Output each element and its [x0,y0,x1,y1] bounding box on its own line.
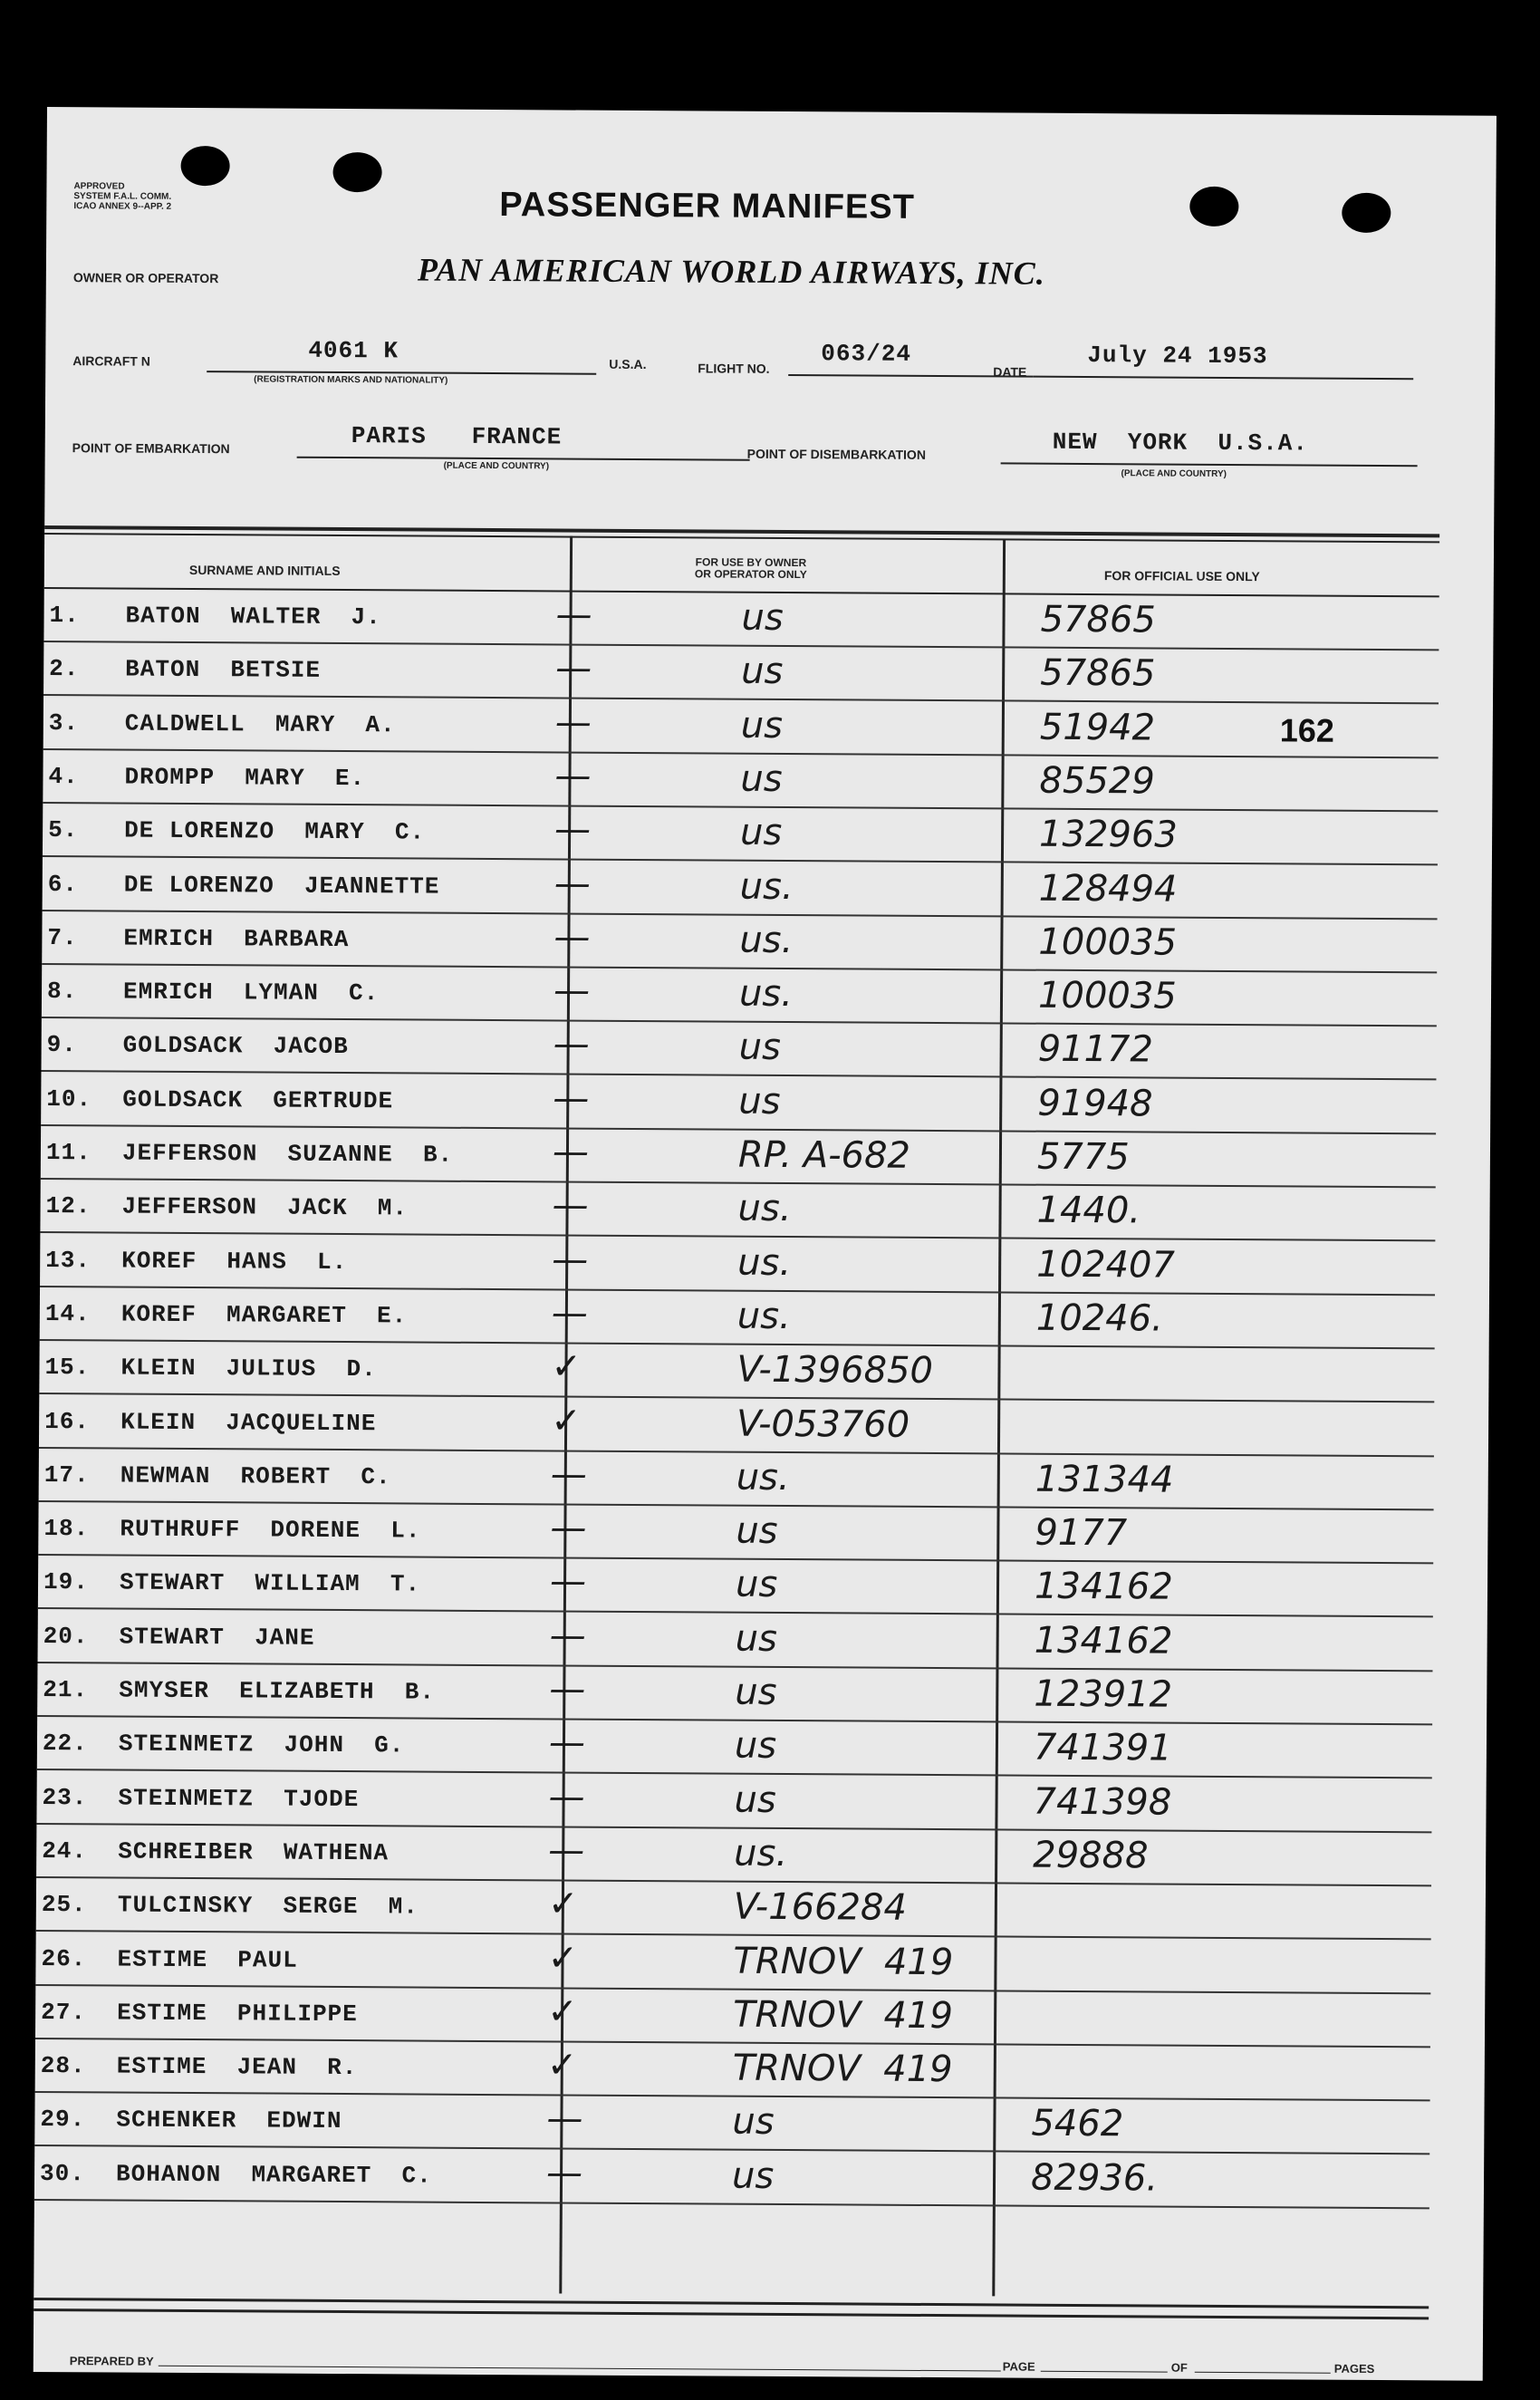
passenger-name: ESTIME PHILIPPE [117,1999,358,2028]
owner-use-entry: us [739,811,783,854]
column-header-owner [669,556,833,581]
passenger-number: 2. [49,655,80,683]
check-mark: ✓ [547,1990,578,2033]
passenger-number: 25. [41,1891,87,1919]
owner-use-entry: us. [736,1456,790,1499]
owner-use-entry: us [738,1080,781,1123]
check-mark: ✓ [551,1399,582,1442]
official-use-entry: 10246. [1035,1296,1163,1340]
passenger-name: CALDWELL MARY A. [124,709,396,738]
owner-use-entry: us [734,1724,777,1768]
passenger-name: TULCINSKY SERGE M. [117,1891,419,1921]
owner-use-entry: us [735,1564,778,1606]
disembark-value: NEW YORK U.S.A. [1052,428,1309,458]
passenger-number: 16. [44,1407,91,1435]
official-use-entry: 128494 [1038,867,1178,911]
table-row [38,1610,1433,1672]
passenger-number: 24. [42,1836,88,1865]
check-mark: — [553,1077,590,1120]
column-header-owner-line: OR OPERATOR ONLY [694,567,807,582]
passenger-number: 7. [47,923,78,952]
owner-use-entry: us [741,596,784,639]
column-header-official: FOR OFFICIAL USE ONLY [1103,568,1260,584]
punch-hole [180,146,229,186]
table-row [43,857,1438,919]
table-row [40,1180,1435,1241]
flight-label: FLIGHT NO. [698,361,770,376]
passenger-name: ESTIME PAUL [117,1945,298,1974]
owner-use-entry: V-053760 [736,1402,910,1446]
aircraft-value: 4061 K [308,336,399,365]
passenger-name: EMRICH LYMAN C. [122,978,380,1007]
table-row [40,1287,1435,1349]
owner-use-entry: us. [738,972,794,1016]
date-label: DATE [993,364,1027,380]
check-mark: ✓ [547,1936,579,1980]
official-use-entry: 1440. [1036,1189,1141,1232]
owner-use-entry: us [735,1671,777,1713]
check-mark: ✓ [551,1345,582,1388]
footer-page: PAGE [1002,2359,1035,2374]
table-row [34,2147,1429,2209]
check-mark: — [554,755,592,797]
passenger-number: 6. [47,870,79,898]
embark-value: PARIS FRANCE [351,422,563,451]
check-mark: — [553,1023,590,1066]
check-mark: — [549,1668,586,1711]
table-row [34,2093,1429,2154]
passenger-name: STEINMETZ TJODE [118,1784,360,1813]
owner-label: OWNER OR OPERATOR [72,270,219,286]
owner-use-entry: TRNOV 419 [732,2047,953,2091]
official-use-entry: 85529 [1039,759,1155,803]
column-header-surname: SURNAME AND INITIALS [188,562,341,578]
aircraft-sub: (REGISTRATION MARKS AND NATIONALITY) [254,374,448,386]
passenger-number: 22. [42,1730,88,1758]
check-mark: — [548,1829,585,1872]
table-row [38,1502,1433,1564]
check-mark: — [554,701,592,744]
official-use-entry: 91172 [1037,1028,1154,1071]
check-mark: — [546,2097,583,2141]
official-use-entry: 100035 [1038,920,1178,964]
check-mark: ✓ [547,1883,579,1925]
row-line [34,2199,1429,2209]
check-mark: — [553,916,591,959]
passenger-number: 21. [43,1676,89,1704]
check-mark: — [550,1507,587,1549]
table-row [41,1126,1436,1188]
passenger-number: 17. [43,1460,90,1489]
passenger-number: 13. [45,1246,91,1274]
table-row [40,1234,1435,1296]
official-use-entry: 123912 [1034,1672,1173,1716]
passenger-number: 14. [44,1299,91,1328]
official-use-entry: 5462 [1031,2103,1124,2145]
table-row [43,589,1439,651]
table-row [37,1717,1432,1778]
owner-use-entry: us. [739,919,794,961]
table-row [43,642,1439,704]
disembark-label: POINT OF DISEMBARKATION [746,446,927,462]
passenger-name: JEFFERSON SUZANNE B. [121,1139,454,1169]
table-row [38,1556,1433,1617]
table-row [41,1073,1436,1134]
passenger-number: 20. [43,1622,89,1650]
owner-use-entry: RP. A-682 [737,1133,911,1177]
passenger-number: 11. [45,1139,91,1167]
embark-sub: (PLACE AND COUNTRY) [443,460,550,472]
passenger-name: DROMPP MARY E. [124,763,366,793]
passenger-name: DE LORENZO JEANNETTE [123,871,440,901]
date-value: July 24 1953 [1087,342,1268,371]
passenger-name: SMYSER ELIZABETH B. [119,1676,436,1706]
page-title: PASSENGER MANIFEST [499,186,916,227]
owner-use-entry: us [731,2154,775,2197]
check-mark: — [555,593,592,636]
table-row [39,1394,1434,1456]
owner-use-entry: us. [739,865,794,908]
owner-use-entry: us. [737,1241,792,1284]
check-mark: — [548,1721,586,1764]
check-mark: — [553,862,591,905]
passenger-number: 10. [46,1084,92,1113]
punch-hole [1342,193,1391,233]
passenger-number: 5. [48,816,79,844]
flight-value: 063/24 [821,340,912,368]
table-row [36,1825,1431,1886]
owner-use-entry: TRNOV 419 [733,1993,954,2037]
official-use-entry: 102407 [1036,1243,1176,1287]
check-mark: — [550,1453,587,1496]
check-mark: — [548,1776,585,1818]
official-use-entry: 741398 [1033,1780,1172,1824]
passenger-name: JEFFERSON JACK M. [121,1192,409,1222]
check-mark: — [549,1560,587,1604]
table-row [43,750,1438,812]
passenger-name: KLEIN JULIUS D. [120,1354,377,1383]
passenger-name: STEINMETZ JOHN G. [118,1730,405,1759]
owner-use-entry: us [738,1027,782,1069]
table-row [35,1932,1430,1993]
passenger-number: 8. [46,978,78,1006]
owner-use-entry: us. [736,1295,791,1337]
official-use-entry: 9177 [1035,1511,1128,1555]
table-row [42,911,1437,973]
passenger-number: 9. [46,1031,77,1059]
punch-hole [332,152,381,192]
official-use-entry: 57865 [1040,598,1156,641]
aircraft-label: AIRCRAFT N [72,353,150,369]
owner-use-entry: us [736,1509,778,1553]
owner-use-entry: us. [734,1832,788,1875]
check-mark: — [555,647,592,689]
punch-hole [1189,187,1238,227]
passenger-name: DE LORENZO MARY C. [124,816,426,846]
official-use-entry: 131344 [1035,1458,1174,1501]
official-use-entry: 100035 [1037,974,1177,1017]
owner-use-entry: V-166284 [733,1885,908,1930]
owner-use-entry: TRNOV 419 [733,1940,954,1983]
owner-use-entry: us. [737,1187,792,1230]
official-use-entry: 134162 [1034,1619,1173,1663]
passenger-name: BOHANON MARGARET C. [115,2160,432,2190]
table-row [39,1341,1434,1402]
table-row [43,804,1438,865]
footer-prepared-by: PREPARED BY [69,2354,154,2368]
passenger-name: NEWMAN ROBERT C. [120,1461,391,1491]
passenger-number: 1. [49,602,80,630]
passenger-number: 23. [42,1783,88,1811]
official-use-entry: 741391 [1033,1726,1172,1769]
official-use-entry: 91948 [1037,1082,1153,1125]
passenger-name: SCHENKER EDWIN [116,2106,342,2135]
passenger-name: STEWART JANE [119,1623,315,1652]
check-mark: — [552,1239,589,1281]
passenger-name: GOLDSACK GERTRUDE [122,1085,394,1115]
approval-line: ICAO ANNEX 9--APP. 2 [73,201,172,212]
passenger-number: 30. [39,2159,85,2187]
owner-use-entry: us [740,757,783,800]
check-mark: — [545,2152,583,2194]
passenger-number: 28. [40,2052,86,2080]
passenger-name: KOREF MARGARET E. [120,1300,408,1330]
approval-note [73,181,171,212]
check-mark: — [549,1614,586,1657]
owner-use-entry: us [732,2101,775,2144]
check-mark: — [552,1184,589,1227]
table-row [35,1986,1430,2048]
passenger-number: 12. [45,1192,91,1220]
footer-pages: PAGES [1333,2361,1375,2376]
check-mark: — [552,1131,590,1173]
passenger-name: BATON BETSIE [125,655,322,685]
official-use-entry: 82936. [1030,2156,1159,2200]
footer-of: OF [1170,2360,1188,2375]
check-mark: ✓ [546,2044,578,2087]
check-mark: — [553,969,591,1012]
official-use-entry: 29888 [1033,1834,1149,1877]
passenger-list [39,589,1439,2200]
passenger-name: KLEIN JACQUELINE [120,1408,377,1437]
passenger-number: 15. [44,1354,91,1382]
owner-use-entry: us [740,704,784,747]
usa-label: U.S.A. [609,356,647,372]
official-extra-note: 162 [1279,710,1335,749]
passenger-number: 19. [43,1568,89,1596]
table-row [41,1018,1436,1080]
disembark-sub: (PLACE AND COUNTRY) [1121,468,1227,479]
official-use-entry: 132963 [1038,813,1178,856]
passenger-name: RUTHRUFF DORENE L. [120,1515,421,1545]
passenger-name: ESTIME JEAN R. [116,2052,358,2082]
official-use-entry: 57865 [1040,652,1156,695]
passenger-name: BATON WALTER J. [125,602,381,631]
table-row [43,697,1439,758]
column-header-owner-line: FOR USE BY OWNER [695,555,807,570]
passenger-name: GOLDSACK JACOB [122,1031,349,1061]
passenger-number: 4. [48,762,79,791]
passenger-number: 26. [41,1944,87,1972]
check-mark: — [551,1292,589,1335]
passenger-name: SCHREIBER WATHENA [118,1837,390,1867]
owner-value: PAN AMERICAN WORLD AIRWAYS, INC. [417,251,1045,292]
table-row [37,1663,1432,1725]
passenger-number: 18. [43,1515,90,1543]
embark-label: POINT OF EMBARKATION [72,440,230,457]
passenger-name: STEWART WILLIAM T. [119,1568,421,1598]
table-row [39,1449,1434,1510]
manifest-sheet [34,107,1497,2381]
passenger-name: KOREF HANS L. [121,1247,348,1276]
approval-line: APPROVED [73,181,125,192]
owner-use-entry: us [735,1617,778,1660]
check-mark: — [553,808,592,851]
passenger-number: 3. [48,708,80,737]
official-use-entry: 134162 [1034,1566,1173,1609]
approval-line: SYSTEM F.A.L. COMM. [73,191,172,202]
owner-use-entry: us [734,1778,776,1821]
passenger-number: 27. [41,1998,87,2027]
official-use-entry: 51942 [1039,706,1156,749]
passenger-number: 29. [40,2106,86,2134]
table-row [35,2039,1430,2101]
table-row [36,1878,1431,1940]
passenger-name: EMRICH BARBARA [123,924,350,953]
table-row [36,1771,1431,1833]
owner-use-entry: V-1396850 [736,1348,934,1393]
table-row [42,965,1437,1027]
official-use-entry: 5775 [1036,1135,1130,1179]
owner-use-entry: us [741,650,784,693]
